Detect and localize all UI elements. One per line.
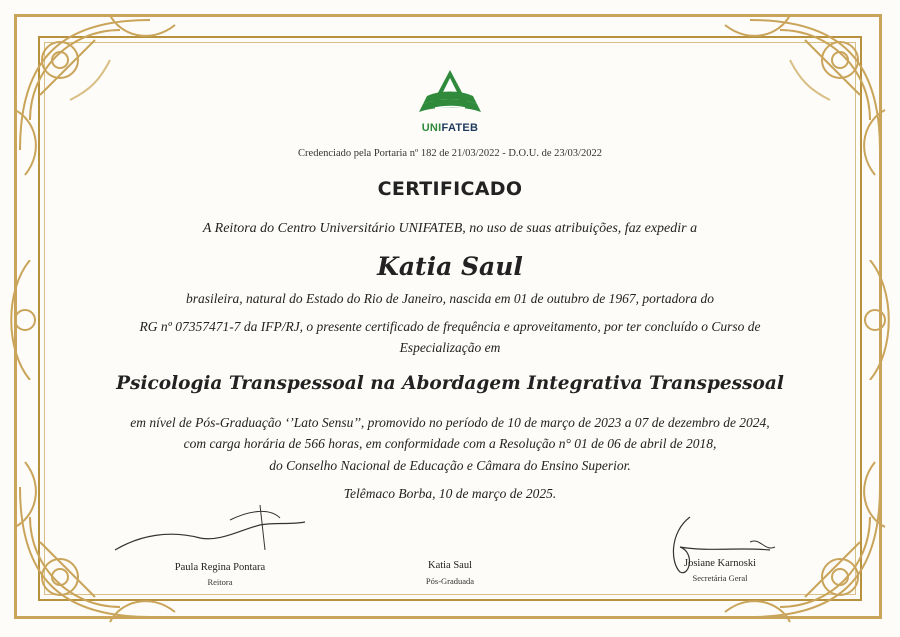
- signature-secretaria-icon: [650, 512, 790, 582]
- body-line-2: RG nº 07357471-7 da IFP/RJ, o presente certificado de frequência e aproveitamento, por ter concluído o Curso de: [139, 319, 761, 334]
- details-line-2: com carga horária de 566 horas, em conformidade com a Resolução n° 01 de 06 de abril de 2018,: [183, 436, 717, 451]
- logo-text-uni: UNI: [421, 122, 442, 134]
- signature-role-secretaria: Secretária Geral: [692, 573, 748, 583]
- intro-text: A Reitora do Centro Universitário UNIFATEB, no uso de suas atribuições, faz expedir a: [202, 221, 698, 236]
- signature-reitora-icon: [110, 500, 310, 560]
- logo-wordmark: [405, 122, 495, 134]
- recipient-name: Katia Saul: [377, 252, 523, 281]
- body-line-3: Especialização em: [399, 340, 501, 355]
- ornament-top-left-icon: [0, 0, 200, 200]
- accreditation-line: Credenciado pela Portaria nº 182 de 21/03/2022 - D.O.U. de 23/03/2022: [298, 148, 602, 159]
- signature-name-reitora: Paula Regina Pontara: [174, 562, 266, 573]
- details-line-3: do Conselho Nacional de Educação e Câmara do Ensino Superior.: [269, 458, 631, 473]
- signature-role-graduate: Pós-Graduada: [425, 576, 475, 586]
- course-name: Psicologia Transpessoal na Abordagem Integrativa Transpessoal: [116, 373, 784, 394]
- details-line-1: em nível de Pós-Graduação ‘’Lato Sensu’’, promovido no período de 10 de março de 2023 a 07 de dezembro de 2024,: [130, 415, 770, 430]
- certificate-title: CERTIFICADO: [377, 178, 523, 200]
- signature-role-reitora: Reitora: [207, 577, 233, 587]
- signature-name-secretaria: Josiane Karnoski: [683, 558, 757, 569]
- logo-text-fateb: FATEB: [441, 122, 479, 134]
- ornament-top-right-icon: [700, 0, 900, 200]
- place-date: Telêmaco Borba, 10 de março de 2025.: [343, 486, 557, 501]
- body-line-1: brasileira, natural do Estado do Rio de Janeiro, nascida em 01 de outubro de 1967, portadora do: [185, 291, 715, 306]
- signature-name-graduate: Katia Saul: [427, 560, 473, 571]
